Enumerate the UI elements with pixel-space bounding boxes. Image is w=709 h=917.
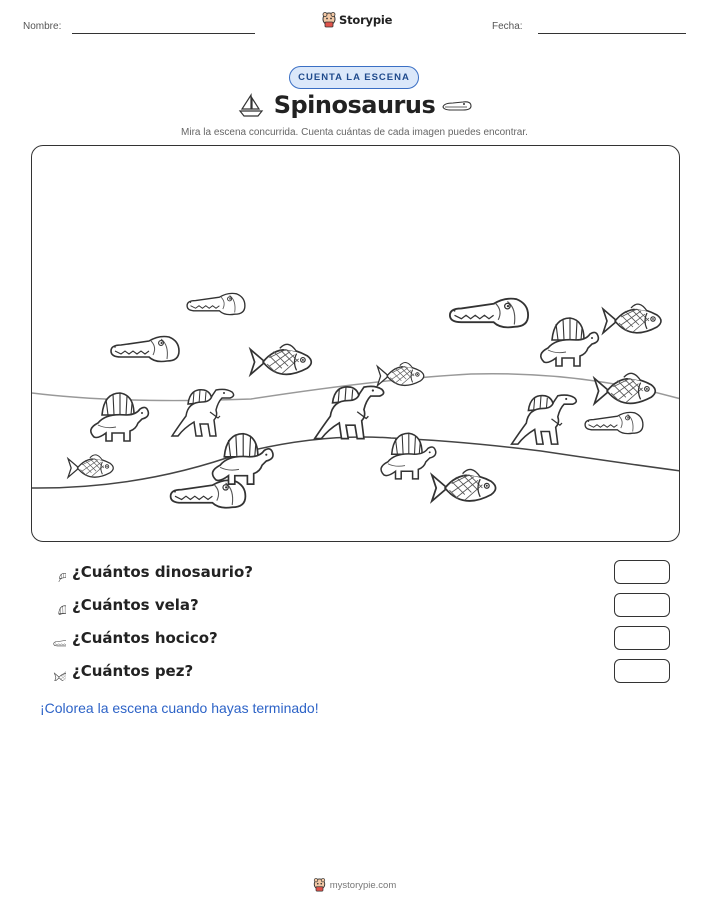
question-text: ¿Cuántos dinosaurio? [72, 563, 253, 581]
answer-box-snout[interactable] [614, 626, 670, 650]
counting-scene [31, 145, 680, 542]
question-row [40, 625, 670, 651]
question-text: ¿Cuántos pez? [72, 662, 194, 680]
name-label: Nombre: [23, 21, 62, 32]
snout-title-icon [441, 98, 473, 114]
question-text: ¿Cuántos hocico? [72, 629, 218, 647]
fish-drawing [250, 344, 311, 374]
sail-dinosaur-drawing [541, 318, 599, 366]
snout-drawing [450, 299, 528, 328]
fish-drawing [377, 363, 423, 386]
footer [0, 878, 709, 892]
storypie-mascot-icon [322, 12, 336, 28]
dinosaur-drawing [172, 389, 234, 436]
fish-drawing [603, 304, 661, 333]
brand-logo [322, 12, 392, 28]
snout-drawing [111, 337, 179, 362]
answer-box-dinosaur[interactable] [614, 560, 670, 584]
dinosaur-drawing [315, 386, 384, 438]
hill-line-front [32, 437, 680, 488]
fish-drawing [68, 455, 113, 478]
snout-icon [40, 628, 66, 648]
question-text: ¿Cuántos vela? [72, 596, 199, 614]
activity-badge: CUENTA LA ESCENA [289, 66, 419, 89]
snout-drawing [187, 293, 245, 314]
name-field[interactable] [72, 33, 255, 34]
fish-icon [40, 661, 66, 681]
fish-drawing [594, 373, 655, 403]
footer-url: mystorypie.com [329, 879, 397, 891]
page-title: Spinosaurus [273, 91, 436, 119]
answer-box-fish[interactable] [614, 659, 670, 683]
fish-drawing [432, 469, 496, 501]
snout-drawing [585, 412, 643, 433]
instructions: Mira la escena concurrida. Cuenta cuántas de cada imagen puedes encontrar. [181, 127, 528, 138]
date-label: Fecha: [492, 21, 523, 32]
brand-name: Storypie [339, 13, 393, 27]
question-row [40, 559, 670, 585]
sail-icon [40, 595, 66, 615]
question-row [40, 592, 670, 618]
storypie-mascot-icon [313, 878, 326, 892]
dinosaur-drawing [512, 395, 577, 444]
scene-canvas [32, 146, 680, 542]
dinosaur-icon [40, 562, 66, 582]
question-row [40, 658, 670, 684]
date-field[interactable] [538, 33, 686, 34]
answer-box-sail[interactable] [614, 593, 670, 617]
coloring-note: ¡Colorea la escena cuando hayas terminado! [40, 700, 319, 716]
